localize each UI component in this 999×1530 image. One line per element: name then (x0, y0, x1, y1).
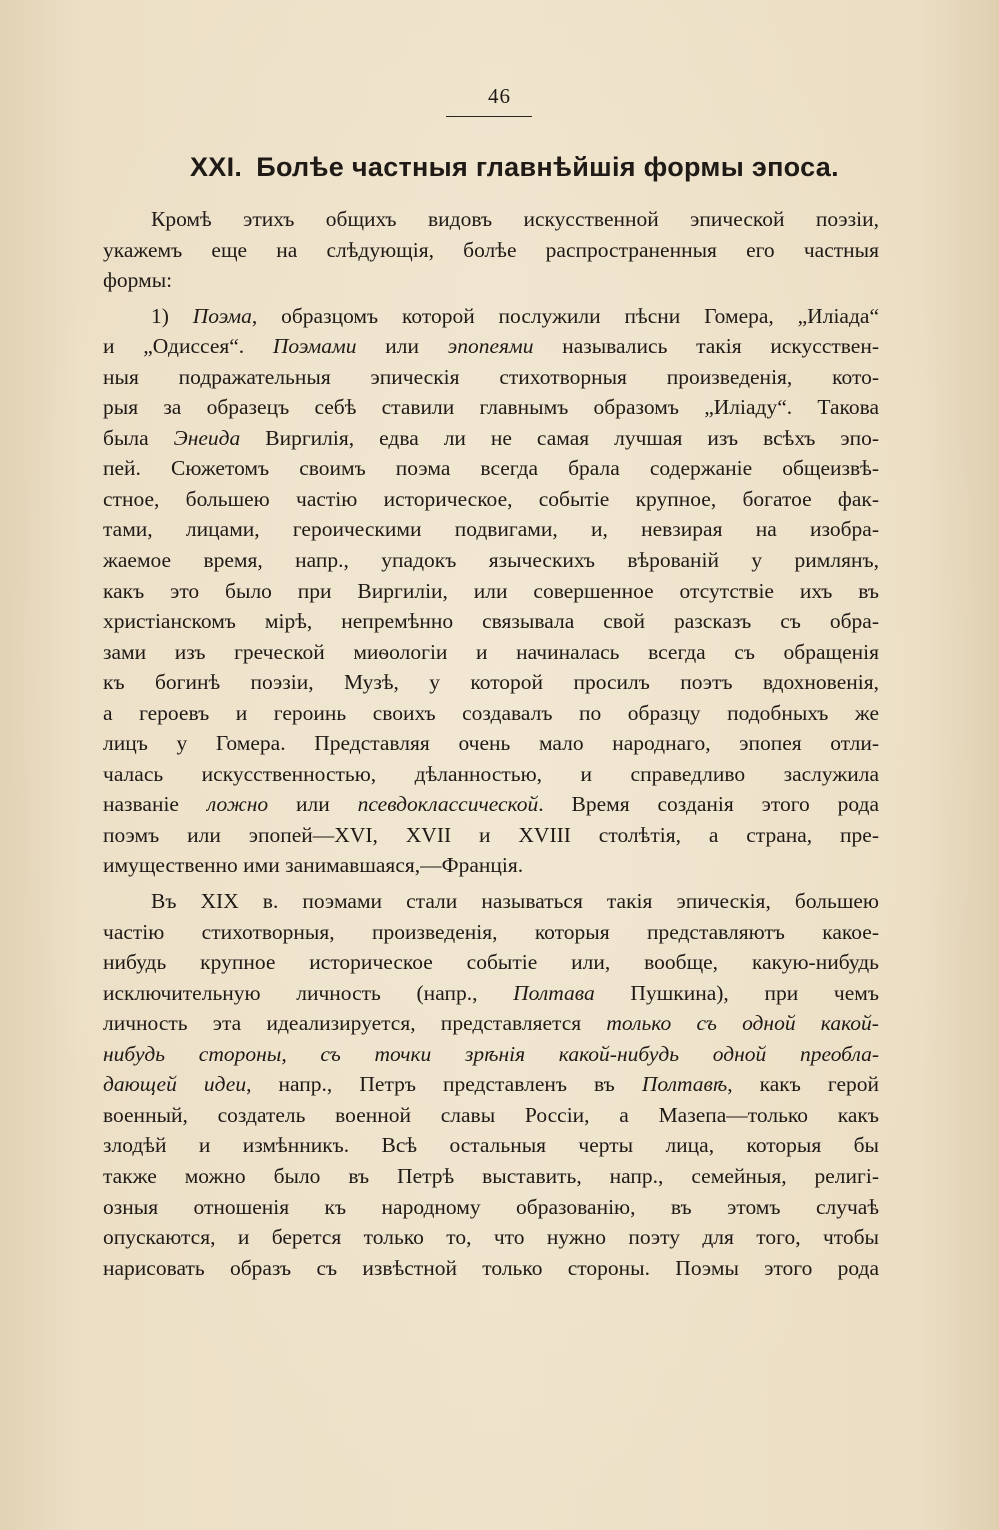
text-line (103, 789, 879, 820)
italic-run: Поэмами (272, 334, 357, 359)
text-line: озныя отношенія къ народному образованію, въ этомъ случаѣ (103, 1194, 879, 1219)
text-run: Пушкина), при чемъ (594, 980, 879, 1005)
section-number: XXI. (190, 152, 243, 182)
text-line: злодѣй и измѣнникъ. Всѣ остальныя черты лица, которыя бы (103, 1133, 879, 1158)
text-line: также можно было въ Петрѣ выставить, напр., семейныя, религі- (103, 1163, 879, 1188)
text-line: Кромѣ этихъ общихъ видовъ искусственной эпической поэзіи, (151, 207, 879, 231)
text-line (103, 1069, 879, 1100)
text-line: рыя за образецъ себѣ ставили главнымъ образомъ „Иліаду“. Такова (103, 395, 879, 420)
text-line: жаемое время, напр., упадокъ языческихъ вѣрованій у римлянъ, (103, 548, 879, 573)
text-run: . Время созданія этого рода (538, 792, 879, 817)
text-line (103, 1008, 879, 1039)
text-line (103, 301, 879, 332)
text-run: и „Одиссея“. (103, 334, 273, 359)
text-line: ныя подражательныя эпическія стихотворныя произведенія, кото- (103, 364, 879, 389)
text-line (103, 978, 879, 1009)
text-run: , образцомъ которой послужили пѣсни Гомера, „Иліада“ (251, 303, 879, 328)
text-line: лицъ у Гомера. Представляя очень мало народнаго, эпопея отли- (103, 731, 879, 756)
text-line: какъ это было при Виргиліи, или совершенное отсутствіе ихъ въ (103, 578, 879, 603)
italic-run: эпопеями (447, 334, 534, 359)
text-run: была (103, 425, 174, 450)
italic-run: Поэма (192, 303, 252, 328)
text-line: укажемъ еще на слѣдующія, болѣе распространенныя его частныя (103, 237, 879, 262)
text-line: стное, большею частію историческое, событіе крупное, богатое фак- (103, 486, 879, 511)
text-run: или (356, 334, 448, 359)
text-line: поэмъ или эпопей—XVI, XVII и XVIII столѣтія, а страна, пре- (103, 822, 879, 847)
text-line: а героевъ и героинь своихъ создавалъ по образцу подобныхъ же (103, 700, 879, 725)
text-line: имущественно ими занимавшаяся,—Франція. (103, 853, 524, 878)
italic-run: дающей идеи (103, 1072, 247, 1097)
text-run: Виргилія, едва ли не самая лучшая изъ всѣхъ эпо- (240, 425, 879, 450)
text-line: чалась искусственностью, дѣланностью, и справедливо заслужила (103, 761, 879, 786)
text-line (103, 1039, 879, 1070)
italic-run: Энеида (173, 425, 241, 450)
text-line: пей. Сюжетомъ своимъ поэма всегда брала содержаніе общеизвѣ- (103, 456, 879, 481)
text-line: тами, лицами, героическими подвигами, и, невзирая на изобра- (103, 517, 879, 542)
text-run: или (268, 792, 358, 817)
italic-run: псевдоклассической (357, 792, 539, 817)
text-line: зами изъ греческой миѳологіи и начиналась всегда съ обращенія (103, 639, 879, 664)
text-line: Въ XIX в. поэмами стали называться такія эпическія, большею (151, 889, 879, 914)
text-line: опускаются, и берется только то, что нужно поэту для того, чтобы (103, 1225, 879, 1250)
italic-run: ложно (206, 792, 269, 817)
text-line: къ богинѣ поэзіи, Музѣ, у которой просилъ поэтъ вдохновенія, (103, 670, 879, 695)
text-line: частію стихотворныя, произведенія, которыя представляютъ какое- (103, 919, 879, 944)
text-line (103, 331, 879, 362)
header-rule (446, 116, 532, 117)
text-run: , напр., Петръ представленъ въ (246, 1072, 642, 1097)
italic-run: только съ одной какой- (606, 1011, 879, 1036)
text-run: назывались такія искусствен- (533, 334, 879, 359)
body-text (103, 204, 879, 1283)
section-title: Болѣе частныя главнѣйшія формы эпоса. (256, 152, 839, 182)
section-heading (190, 152, 839, 183)
italic-run: Полтавѣ (641, 1072, 728, 1097)
text-line: нарисовать образъ съ извѣстной только стороны. Поэмы этого рода (103, 1255, 879, 1280)
italic-run: Полтава (513, 980, 595, 1005)
text-line: военный, создатель военной славы Россіи, а Мазепа—только какъ (103, 1102, 879, 1127)
text-run: названіе (103, 792, 207, 817)
text-run: исключительную личность (напр., (103, 980, 514, 1005)
text-run: , какъ герой (727, 1072, 879, 1097)
page-number: 46 (488, 84, 511, 108)
italic-run: нибудь стороны, съ точки зрѣнія какой-нибудь одной преобла- (103, 1041, 879, 1066)
text-line: христіанскомъ мірѣ, непремѣнно связывала свой разсказъ съ обра- (103, 609, 879, 634)
text-run: 1) (151, 303, 193, 328)
text-line: нибудь крупное историческое событіе или, вообще, какую-нибудь (103, 950, 879, 975)
text-line (103, 423, 879, 454)
text-run: личность эта идеализируется, представляется (103, 1011, 607, 1036)
text-line: формы: (103, 268, 173, 293)
